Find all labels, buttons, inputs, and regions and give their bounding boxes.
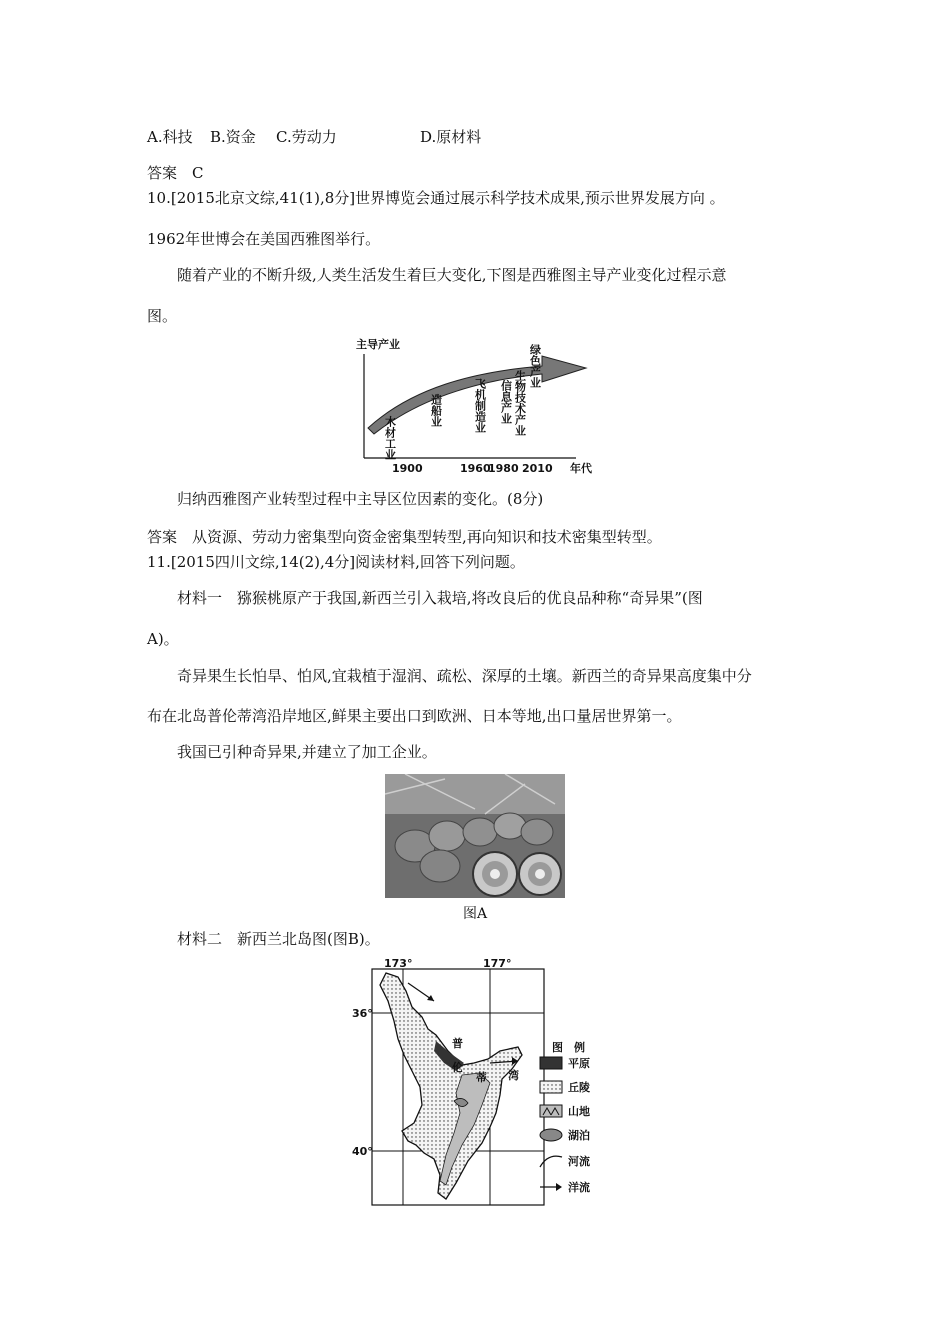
option-b: B.资金: [210, 128, 256, 146]
stage-label-5: 绿色产业: [528, 344, 542, 388]
material1-line-c: 奇异果生长怕旱、怕风,宜栽植于湿润、疏松、深厚的土壤。新西兰的奇异果高度集中分: [177, 667, 752, 685]
q11-stem: 11.[2015四川文综,14(2),4分]阅读材料,回答下列问题。: [147, 553, 525, 571]
current-arrowhead-north: [427, 995, 434, 1001]
bay-char-3: 蒂: [476, 1071, 487, 1084]
legend-title: 图 例: [552, 1041, 585, 1054]
option-a: A.科技: [147, 128, 193, 146]
option-c: C.劳动力: [276, 128, 337, 146]
material1-line-a: 材料一 猕猴桃原产于我国,新西兰引入栽培,将改良后的优良品种称“奇异果”(图: [177, 589, 703, 607]
stage-label-4: 生物技术产业: [513, 370, 527, 436]
stage-label-1: 造船业: [429, 394, 443, 427]
stage-label-2: 飞机制造业: [473, 378, 487, 433]
y-axis-label: 主导产业: [356, 338, 400, 351]
legend-label-mountain: 山地: [568, 1105, 590, 1118]
material2: 材料二 新西兰北岛图(图B)。: [177, 930, 380, 948]
legend-swatch-hills: [540, 1081, 562, 1093]
lon-label-177: 177°: [483, 957, 512, 970]
q10-question: 归纳西雅图产业转型过程中主导区位因素的变化。(8分): [177, 490, 544, 508]
bay-char-1: 普: [452, 1037, 463, 1050]
figure-a-caption: 图A: [463, 906, 488, 922]
legend-label-hills: 丘陵: [568, 1081, 590, 1094]
q10-para-b: 图。: [147, 307, 178, 325]
material1-line-b: A)。: [147, 630, 179, 648]
option-d: D.原材料: [420, 128, 482, 146]
kiwifruit-photo: [385, 774, 565, 898]
legend-swatch-river: [540, 1156, 562, 1167]
legend-swatch-lake: [540, 1129, 562, 1141]
bay-char-4: 湾: [508, 1069, 519, 1082]
lat-label-40: 40°: [352, 1145, 373, 1158]
stage-label-0: 木材工业: [383, 416, 397, 460]
legend-swatch-mountain: [540, 1105, 562, 1117]
material1-line-e: 我国已引种奇异果,并建立了加工企业。: [177, 743, 437, 761]
q10-stem: 10.[2015北京文综,41(1),8分]世界博览会通过展示科学技术成果,预示世界发展方向 。: [147, 189, 725, 207]
q9-answer: 答案 C: [147, 164, 204, 182]
tick-label-1: 1960: [460, 462, 491, 475]
north-island-map: [350, 955, 610, 1210]
bay-char-2: 伦: [452, 1061, 463, 1074]
tick-label-3: 2010: [522, 462, 553, 475]
industry-transition-diagram: [352, 336, 602, 478]
legend-swatch-plain: [540, 1057, 562, 1069]
legend-label-lake: 湖泊: [568, 1129, 590, 1142]
material1-line-d: 布在北岛普伦蒂湾沿岸地区,鲜果主要出口到欧洲、日本等地,出口量居世界第一。: [147, 707, 682, 725]
lat-label-36: 36°: [352, 1007, 373, 1020]
tick-label-0: 1900: [392, 462, 423, 475]
legend-label-river: 河流: [568, 1155, 590, 1168]
lon-label-173: 173°: [384, 957, 413, 970]
legend-current-arrowhead: [556, 1183, 562, 1191]
tick-label-2: 1980: [488, 462, 519, 475]
q10-line2: 1962年世博会在美国西雅图举行。: [147, 230, 381, 248]
legend-label-plain: 平原: [568, 1057, 590, 1070]
q10-para-a: 随着产业的不断升级,人类生活发生着巨大变化,下图是西雅图主导产业变化过程示意: [177, 266, 727, 284]
x-axis-label: 年代: [570, 462, 592, 475]
q10-answer: 答案 从资源、劳动力密集型向资金密集型转型,再向知识和技术密集型转型。: [147, 528, 662, 546]
stage-label-3: 信息产业: [499, 380, 513, 424]
legend-label-current: 洋流: [568, 1181, 590, 1194]
